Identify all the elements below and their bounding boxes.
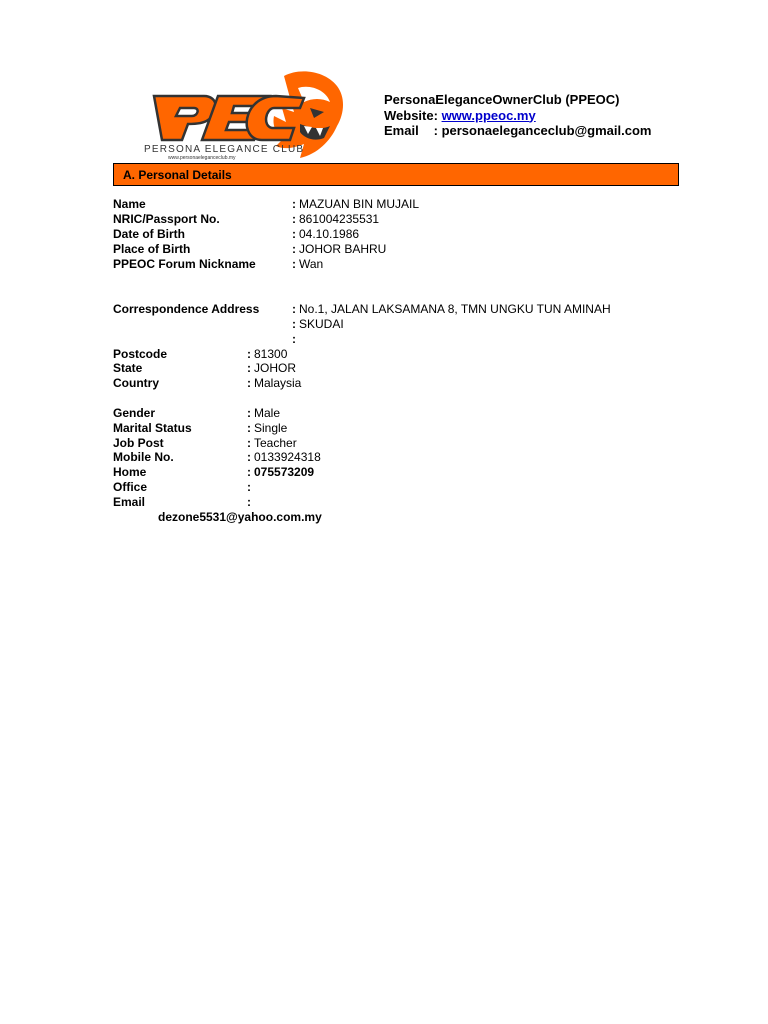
field-value: : Wan: [292, 257, 324, 271]
org-header: [384, 92, 651, 139]
address-line-2: : SKUDAI: [292, 317, 344, 331]
field-label: Email: [113, 495, 146, 509]
logo-subtitle: PERSONA ELEGANCE CLUB: [144, 144, 305, 155]
field-value: : MAZUAN BIN MUJAIL: [292, 197, 420, 211]
field-label: Correspondence Address: [113, 302, 260, 316]
field-value: : 04.10.1986: [292, 227, 360, 241]
org-website-line: [384, 108, 651, 124]
field-value: : JOHOR BAHRU: [292, 242, 387, 256]
field-value: : 075573209: [247, 465, 315, 479]
field-value: : 81300: [247, 347, 288, 361]
field-label: State: [113, 361, 143, 375]
field-value: :: [247, 480, 251, 494]
field-value: : Male: [247, 406, 281, 420]
website-label: Website:: [384, 107, 438, 123]
org-email: : personaeleganceclub@gmail.com: [433, 123, 652, 138]
field-label: Marital Status: [113, 421, 192, 435]
field-value: : Single: [247, 421, 288, 435]
email-label: Email: [384, 123, 419, 138]
field-value: : 0133924318: [247, 450, 321, 464]
field-label: Place of Birth: [113, 242, 191, 256]
field-label: Gender: [113, 406, 156, 420]
section-header-personal-details: [113, 163, 679, 186]
field-value: : Malaysia: [247, 376, 302, 390]
address-line-1: : No.1, JALAN LAKSAMANA 8, TMN UNGKU TUN AMINAH: [292, 302, 611, 316]
field-label: PPEOC Forum Nickname: [113, 257, 256, 271]
org-email-line: [384, 123, 651, 139]
field-value: : Teacher: [247, 436, 297, 450]
field-label: Office: [113, 480, 148, 494]
org-name: PersonaEleganceOwnerClub (PPEOC): [384, 92, 620, 107]
field-label: Name: [113, 197, 146, 211]
logo-url: www.personaeleganceclub.my: [168, 155, 236, 160]
field-label: Postcode: [113, 347, 168, 361]
field-label: Job Post: [113, 436, 164, 450]
website-link[interactable]: www.ppeoc.my: [441, 107, 536, 123]
email-value: dezone5531@yahoo.com.my: [158, 510, 322, 524]
field-value: : JOHOR: [247, 361, 296, 375]
pec-logo: [134, 68, 346, 160]
field-label: Date of Birth: [113, 227, 185, 241]
field-label: Home: [113, 465, 147, 479]
address-line-3: :: [292, 332, 296, 346]
field-label: Mobile No.: [113, 450, 174, 464]
field-value: : 861004235531: [292, 212, 380, 226]
section-title: A. Personal Details: [123, 168, 232, 182]
field-label: Country: [113, 376, 159, 390]
field-label: NRIC/Passport No.: [113, 212, 220, 226]
pec-letters: [154, 96, 304, 140]
field-value: :: [247, 495, 251, 509]
